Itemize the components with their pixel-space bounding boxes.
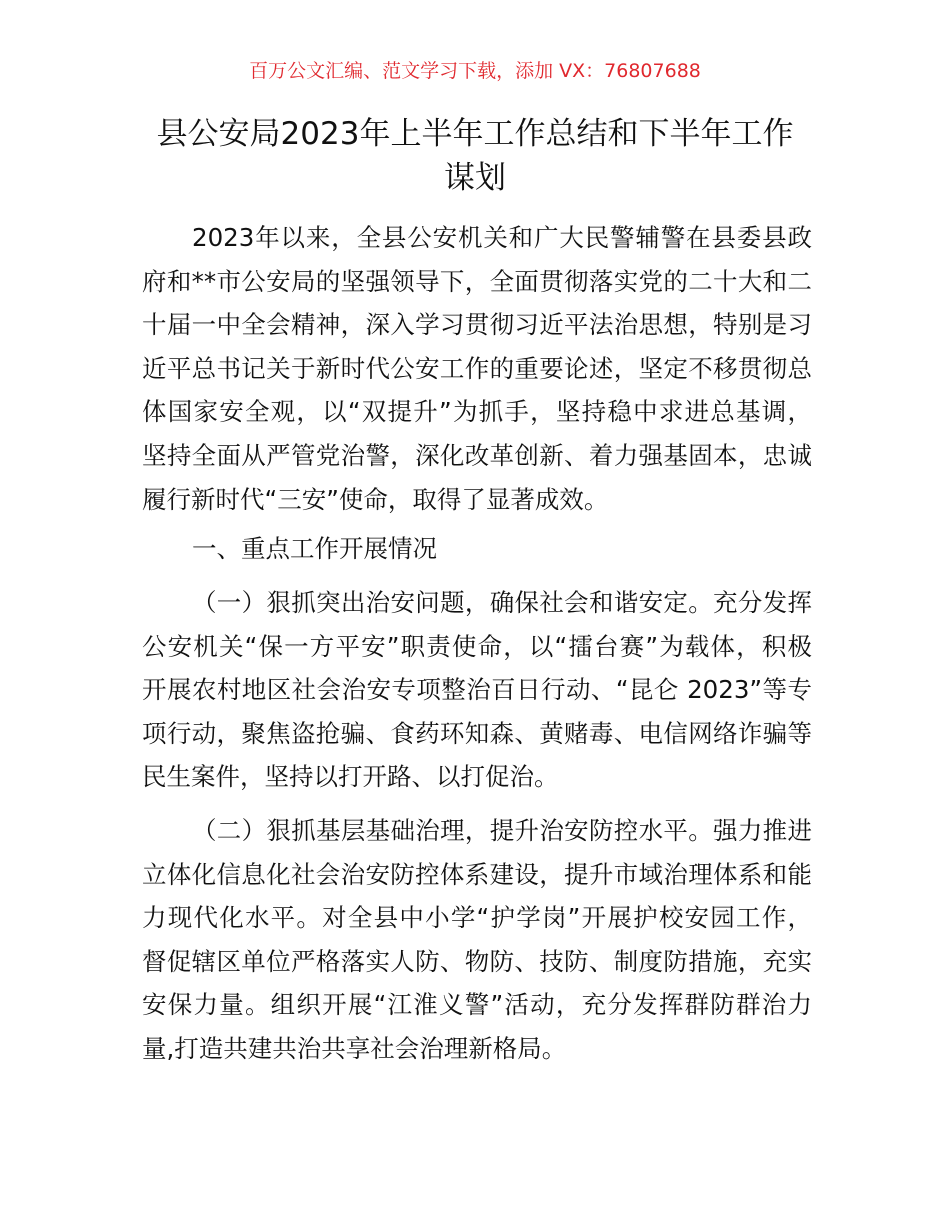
document-title	[0, 112, 950, 200]
section-heading	[142, 527, 812, 571]
title-line: 谋划	[444, 160, 506, 196]
intro-paragraph	[142, 216, 812, 521]
paragraph-line: 安保力量。组织开展“江淮义警”活动，充分发挥群防群治力	[142, 990, 812, 1020]
paragraph-line: （一）狠抓突出治安问题，确保社会和谐安定。充分发挥	[192, 588, 812, 617]
paragraph-line: 府和**市公安局的坚强领导下，全面贯彻落实党的二十大和二	[142, 266, 812, 296]
paragraph-line: （二）狠抓基层基础治理，提升治安防控水平。强力推进	[192, 816, 812, 845]
paragraph-line: 履行新时代“三安”使命，取得了显著成效。	[142, 484, 609, 514]
paragraph-line: 开展农村地区社会治安专项整治百日行动、“昆仑 2023”等专	[142, 675, 812, 705]
section-heading-text: 一、重点工作开展情况	[192, 534, 437, 563]
item2-paragraph	[142, 809, 812, 1071]
paragraph-line: 公安机关“保一方平安”职责使命，以“擂台赛”为载体，积极	[142, 631, 812, 661]
paragraph-line: 立体化信息化社会治安防控体系建设，提升市域治理体系和能	[142, 859, 812, 889]
paragraph-line: 力现代化水平。对全县中小学“护学岗”开展护校安园工作，	[142, 903, 812, 933]
paragraph-line: 近平总书记关于新时代公安工作的重要论述，坚定不移贯彻总	[142, 353, 812, 383]
paragraph-line: 体国家安全观，以“双提升”为抓手，坚持稳中求进总基调，	[142, 397, 812, 427]
paragraph-line: 项行动，聚焦盗抢骗、食药环知森、黄赌毒、电信网络诈骗等	[142, 718, 812, 748]
paragraph-line: 民生案件，坚持以打开路、以打促治。	[142, 762, 559, 792]
paragraph-line: 坚持全面从严管党治警，深化改革创新、着力强基固本，忠诚	[142, 440, 812, 470]
paragraph-line: 2023年以来，全县公安机关和广大民警辅警在县委县政	[192, 223, 812, 252]
paragraph-line: 督促辖区单位严格落实人防、物防、技防、制度防措施，充实	[142, 946, 812, 976]
paragraph-line: 量,打造共建共治共享社会治理新格局。	[142, 1033, 567, 1063]
title-line: 县公安局2023年上半年工作总结和下半年工作	[156, 116, 794, 152]
item1-paragraph	[142, 581, 812, 799]
paragraph-line: 十届一中全会精神，深入学习贯彻习近平法治思想，特别是习	[142, 310, 812, 340]
watermark-header: 百万公文汇编、范文学习下载，添加 VX：76807688	[249, 60, 701, 82]
